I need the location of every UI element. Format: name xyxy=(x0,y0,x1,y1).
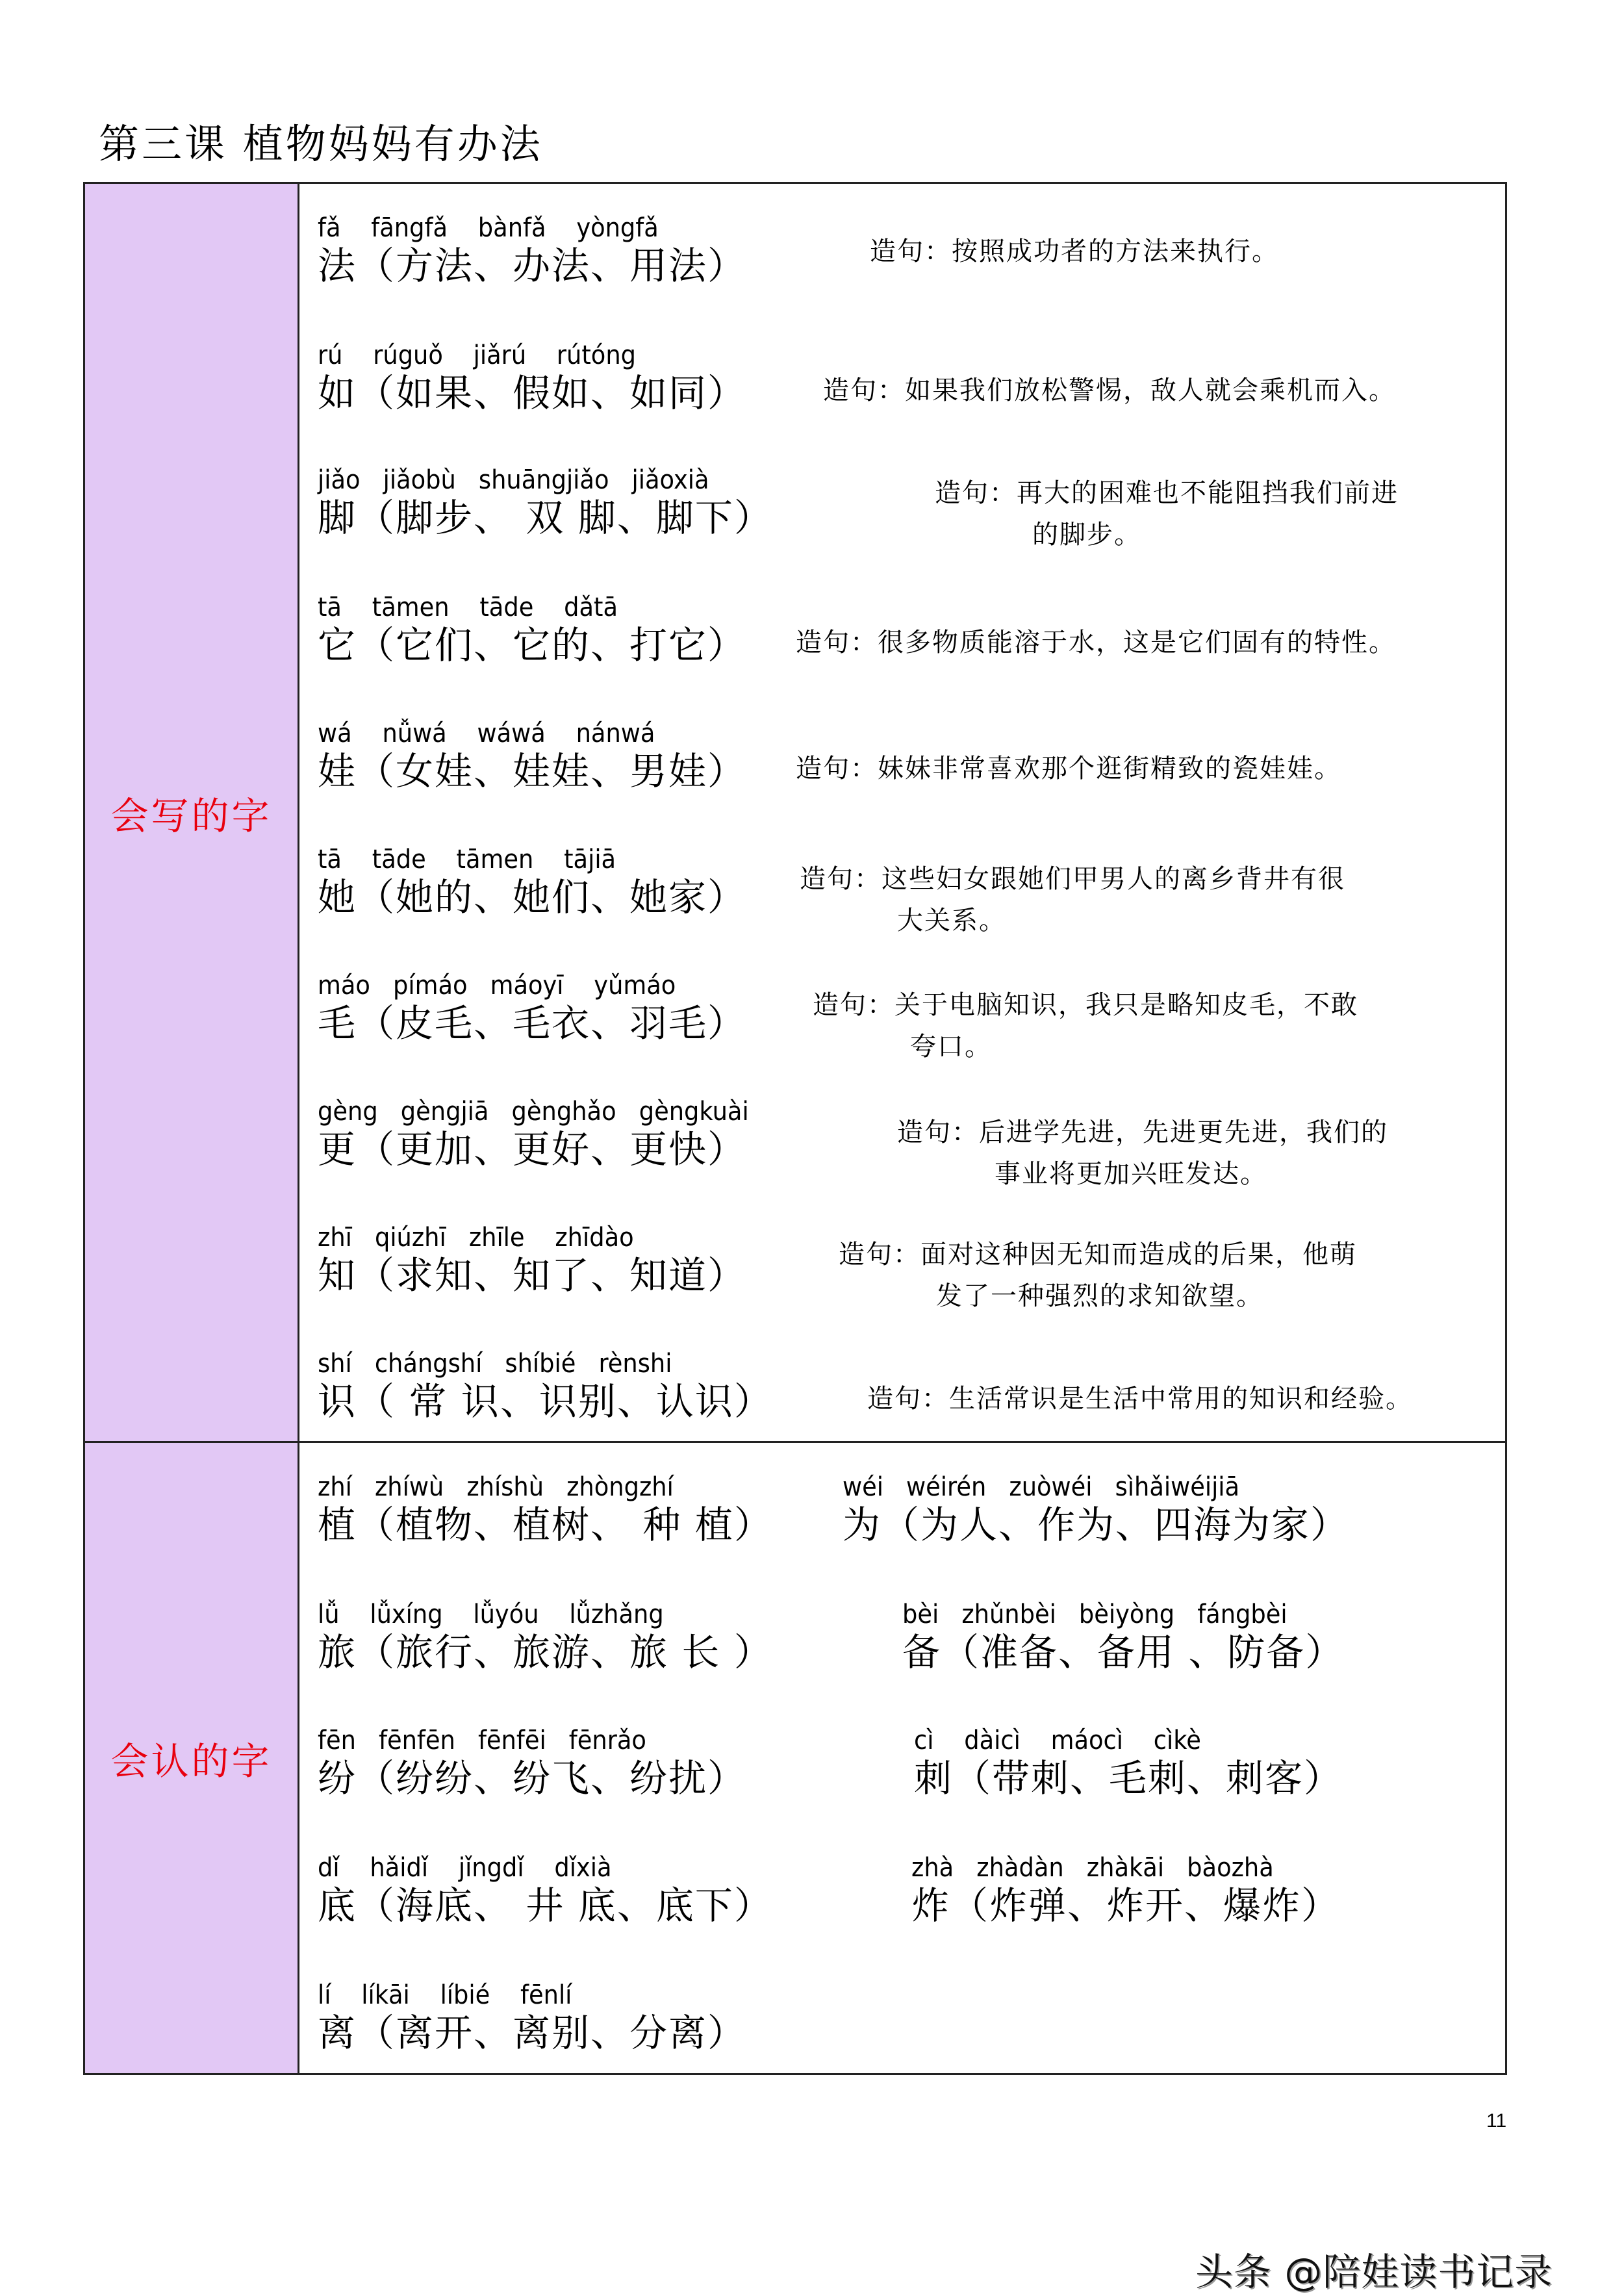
read-entry-right xyxy=(911,1852,1340,1928)
hanzi-line: 识（ 常 识、识别、认识） xyxy=(318,1379,773,1423)
pinyin-line: dǐ hǎidǐ jǐngdǐ dǐxià xyxy=(318,1853,612,1883)
write-entry xyxy=(318,718,746,793)
read-section-label-cell xyxy=(85,1443,299,2073)
write-entry xyxy=(318,592,746,667)
read-entry-left xyxy=(318,1852,773,1928)
pinyin-line: cì dàicì máocì cìkè xyxy=(914,1726,1201,1755)
hanzi-line: 旅（旅行、旅游、旅 长 ） xyxy=(318,1630,773,1674)
hanzi-line: 炸（炸弹、炸开、爆炸） xyxy=(911,1883,1341,1928)
write-characters-section xyxy=(85,184,1505,1443)
read-entry-right xyxy=(902,1599,1344,1674)
pinyin-line: lí líkāi líbié fēnlí xyxy=(318,1980,572,2010)
hanzi-line: 如（如果、假如、如同） xyxy=(318,371,747,415)
sentence-continuation: 夸口。 xyxy=(910,1032,992,1062)
write-entry xyxy=(318,1096,786,1171)
pinyin-line: zhī qiúzhī zhīle zhīdào xyxy=(318,1223,634,1253)
write-entry xyxy=(318,465,773,540)
write-entry xyxy=(318,340,746,415)
example-sentence xyxy=(870,231,1279,272)
pinyin-line: fǎ fāngfǎ bànfǎ yòngfǎ xyxy=(318,213,659,243)
example-sentence xyxy=(935,472,1399,555)
sentence-text: 造句：如果我们放松警惕，敌人就会乘机而入。 xyxy=(823,376,1396,405)
write-entry xyxy=(318,844,746,919)
hanzi-line: 底（海底、 井 底、底下） xyxy=(318,1883,773,1928)
read-entry-left xyxy=(318,1980,746,2055)
sentence-text: 造句：生活常识是生活中常用的知识和经验。 xyxy=(867,1384,1413,1414)
sentence-continuation: 事业将更加兴旺发达。 xyxy=(995,1159,1267,1189)
write-entry xyxy=(318,1222,746,1297)
hanzi-line: 脚（脚步、 双 脚、脚下） xyxy=(318,496,773,540)
vocabulary-table xyxy=(83,182,1507,2075)
read-entry-left xyxy=(318,1472,773,1547)
pinyin-line: wá nǚwá wáwá nánwá xyxy=(318,719,655,748)
example-sentence xyxy=(800,858,1345,941)
pinyin-line: zhà zhàdàn zhàkāi bàozhà xyxy=(911,1853,1274,1883)
page-number: 11 xyxy=(1486,2110,1507,2132)
hanzi-line: 知（求知、知了、知道） xyxy=(318,1253,747,1297)
hanzi-line: 她（她的、她们、她家） xyxy=(318,875,747,919)
example-sentence xyxy=(823,370,1396,411)
pinyin-line: rú rúguǒ jiǎrú rútóng xyxy=(318,340,637,370)
read-section-content xyxy=(299,1443,1505,2073)
hanzi-line: 法（方法、办法、用法） xyxy=(318,244,747,288)
write-section-content xyxy=(299,184,1505,1441)
hanzi-line: 它（它们、它的、打它） xyxy=(318,623,747,667)
pinyin-line: gèng gèngjiā gènghǎo gèngkuài xyxy=(318,1097,749,1127)
read-section-label: 会认的字 xyxy=(110,1739,272,1783)
pinyin-line: tā tāde tāmen tājiā xyxy=(318,845,616,874)
watermark: 头条 @陪娃读书记录 xyxy=(1195,2250,1553,2294)
read-entry-left xyxy=(318,1599,773,1674)
example-sentence xyxy=(897,1112,1388,1195)
write-section-label: 会写的字 xyxy=(110,793,272,838)
hanzi-line: 备（准备、备用 、防备） xyxy=(902,1630,1345,1674)
sentence-continuation: 大关系。 xyxy=(897,906,1006,936)
pinyin-line: máo pímáo máoyī yǔmáo xyxy=(318,971,676,1001)
sentence-text: 造句：关于电脑知识，我只是略知皮毛，不敢 xyxy=(813,990,1358,1020)
pinyin-line: lǚ lǚxíng lǚyóu lǚzhǎng xyxy=(318,1600,664,1629)
write-entry xyxy=(318,970,746,1045)
hanzi-line: 为（为人、作为、四海为家） xyxy=(843,1503,1350,1547)
example-sentence xyxy=(796,622,1396,663)
sentence-continuation: 的脚步。 xyxy=(1032,520,1141,550)
sentence-text: 造句：按照成功者的方法来执行。 xyxy=(870,236,1279,266)
pinyin-line: shí chángshí shíbié rènshi xyxy=(318,1349,672,1379)
sentence-text: 造句：很多物质能溶于水，这是它们固有的特性。 xyxy=(796,628,1396,657)
lesson-title: 第三课 植物妈妈有办法 xyxy=(99,120,543,168)
hanzi-line: 纷（纷纷、纷飞、纷扰） xyxy=(318,1756,747,1800)
example-sentence xyxy=(867,1378,1413,1420)
read-entry-right xyxy=(914,1725,1343,1800)
sentence-continuation: 发了一种强烈的求知欲望。 xyxy=(936,1281,1263,1311)
pinyin-line: zhí zhíwù zhíshù zhòngzhí xyxy=(318,1472,674,1502)
read-entry-left xyxy=(318,1725,746,1800)
pinyin-line: bèi zhǔnbèi bèiyòng fángbèi xyxy=(902,1600,1288,1629)
example-sentence xyxy=(813,984,1358,1067)
sentence-text: 造句：面对这种因无知而造成的后果，他萌 xyxy=(839,1240,1357,1269)
write-section-label-cell xyxy=(85,184,299,1441)
example-sentence xyxy=(796,748,1341,789)
hanzi-line: 刺（带刺、毛刺、刺客） xyxy=(914,1756,1343,1800)
sentence-text: 造句：后进学先进，先进更先进，我们的 xyxy=(897,1117,1388,1147)
pinyin-line: fēn fēnfēn fēnfēi fēnrǎo xyxy=(318,1726,646,1755)
write-entry xyxy=(318,212,746,288)
pinyin-line: jiǎo jiǎobù shuāngjiǎo jiǎoxià xyxy=(318,465,709,495)
pinyin-line: tā tāmen tāde dǎtā xyxy=(318,593,618,622)
read-entry-right xyxy=(843,1472,1349,1547)
hanzi-line: 植（植物、植树、 种 植） xyxy=(318,1503,773,1547)
read-characters-section xyxy=(85,1443,1505,2073)
example-sentence xyxy=(839,1234,1357,1317)
hanzi-line: 毛（皮毛、毛衣、羽毛） xyxy=(318,1001,747,1045)
sentence-text: 造句：这些妇女跟她们甲男人的离乡背井有很 xyxy=(800,864,1345,894)
hanzi-line: 离（离开、离别、分离） xyxy=(318,2011,747,2055)
pinyin-line: wéi wéirén zuòwéi sìhǎiwéijiā xyxy=(843,1472,1240,1502)
hanzi-line: 娃（女娃、娃娃、男娃） xyxy=(318,749,747,793)
write-entry xyxy=(318,1348,773,1423)
sentence-text: 造句：妹妹非常喜欢那个逛街精致的瓷娃娃。 xyxy=(796,754,1341,784)
sentence-text: 造句：再大的困难也不能阻挡我们前进 xyxy=(935,478,1399,508)
hanzi-line: 更（更加、更好、更快） xyxy=(318,1127,747,1171)
